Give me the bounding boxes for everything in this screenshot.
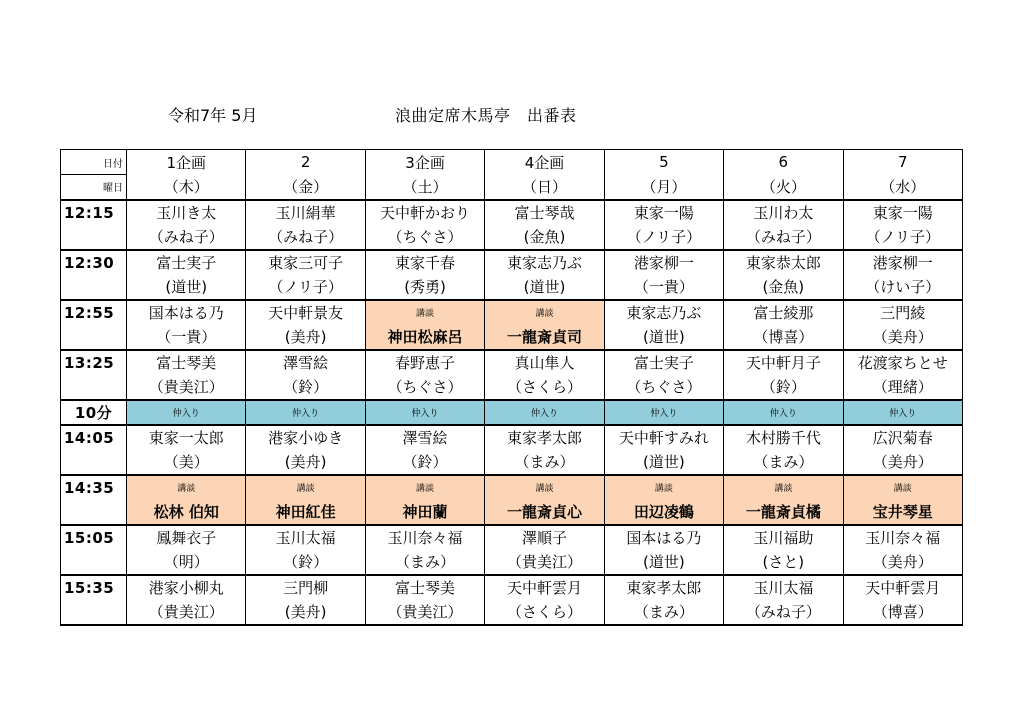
- intermission-label: 仲入り: [365, 400, 484, 425]
- slot-time-blank: [61, 375, 127, 400]
- day-weekday: （月）: [604, 175, 723, 200]
- performer-name: 東家志乃ぶ: [485, 250, 604, 275]
- slot-time-blank: [61, 325, 127, 350]
- performer-name: 富士琴美: [127, 350, 246, 375]
- shamisen-accompanist: （さくら）: [485, 375, 604, 400]
- intermission-label: 仲入り: [843, 400, 962, 425]
- performer-name: 東家一陽: [604, 200, 723, 225]
- shamisen-accompanist: (道世): [485, 275, 604, 300]
- performer-name: 玉川き太: [127, 200, 246, 225]
- performer-name: 富士実子: [127, 250, 246, 275]
- performer-name: 玉川奈々福: [365, 525, 484, 550]
- kodan-label: 講談: [365, 475, 484, 500]
- performer-name: 澤雪絵: [365, 425, 484, 450]
- slot-row-sub: [61, 450, 963, 475]
- performer-name: 港家柳一: [843, 250, 962, 275]
- slot-row-sub: [61, 375, 963, 400]
- kodan-label: 講談: [365, 300, 484, 325]
- shamisen-accompanist: （ちぐさ）: [365, 375, 484, 400]
- intermission-label: 仲入り: [127, 400, 246, 425]
- shamisen-accompanist: （貴美江）: [485, 550, 604, 575]
- shamisen-accompanist: （さくら）: [485, 600, 604, 625]
- shamisen-accompanist: （一貴）: [127, 325, 246, 350]
- day-date: 7: [843, 150, 962, 175]
- shamisen-accompanist: (道世): [604, 450, 723, 475]
- slot-row-sub: [61, 275, 963, 300]
- performer-name: 天中軒雲月: [843, 575, 962, 600]
- shamisen-accompanist: （みね子）: [724, 600, 843, 625]
- shamisen-accompanist: （貴美江）: [127, 600, 246, 625]
- shamisen-accompanist: （美舟）: [843, 325, 962, 350]
- performer-name: 真山隼人: [485, 350, 604, 375]
- shamisen-accompanist: （美舟）: [843, 550, 962, 575]
- slot-time-blank: [61, 600, 127, 625]
- intermission-label: 仲入り: [485, 400, 604, 425]
- performer-name: 神田紅佳: [246, 500, 365, 525]
- day-date: 4企画: [485, 150, 604, 175]
- shamisen-accompanist: （みね子）: [127, 225, 246, 250]
- performer-name: 東家一太郎: [127, 425, 246, 450]
- performer-name: 天中軒月子: [724, 350, 843, 375]
- slot-row: [61, 250, 963, 275]
- slot-row-sub: [61, 225, 963, 250]
- shamisen-accompanist: （美）: [127, 450, 246, 475]
- slot-time-blank: [61, 450, 127, 475]
- slot-time: 14:35: [61, 475, 127, 500]
- slot-time: 15:05: [61, 525, 127, 550]
- performer-name: 東家三可子: [246, 250, 365, 275]
- slot-time: 12:55: [61, 300, 127, 325]
- performer-name: 玉川わ太: [724, 200, 843, 225]
- performer-name: 一龍斎貞心: [485, 500, 604, 525]
- slot-row: [61, 575, 963, 600]
- shamisen-accompanist: (道世): [604, 550, 723, 575]
- slot-row: [61, 300, 963, 325]
- slot-time-blank: [61, 275, 127, 300]
- shamisen-accompanist: （ちぐさ）: [604, 375, 723, 400]
- intermission-row: [61, 400, 963, 425]
- shamisen-accompanist: （貴美江）: [365, 600, 484, 625]
- shamisen-accompanist: (美舟): [246, 450, 365, 475]
- slot-time-blank: [61, 500, 127, 525]
- performer-name: 天中軒景友: [246, 300, 365, 325]
- performer-name: 宝井琴星: [843, 500, 962, 525]
- performer-name: 国本はる乃: [604, 525, 723, 550]
- performer-name: 富士琴哉: [485, 200, 604, 225]
- kodan-label: 講談: [843, 475, 962, 500]
- shamisen-accompanist: （鈴）: [246, 550, 365, 575]
- intermission-label: 仲入り: [724, 400, 843, 425]
- performer-name: 玉川絹華: [246, 200, 365, 225]
- shamisen-accompanist: （けい子）: [843, 275, 962, 300]
- day-date: 5: [604, 150, 723, 175]
- performer-name: 天中軒かおり: [365, 200, 484, 225]
- performer-name: 一龍斎貞橘: [724, 500, 843, 525]
- performer-name: 三門柳: [246, 575, 365, 600]
- performer-name: 東家恭太郎: [724, 250, 843, 275]
- performer-name: 木村勝千代: [724, 425, 843, 450]
- day-date: 3企画: [365, 150, 484, 175]
- intermission-duration: 10分: [61, 400, 127, 425]
- performer-name: 国本はる乃: [127, 300, 246, 325]
- slot-time-blank: [61, 550, 127, 575]
- shamisen-accompanist: (金魚): [485, 225, 604, 250]
- shamisen-accompanist: (金魚): [724, 275, 843, 300]
- slot-time-blank: [61, 225, 127, 250]
- performer-name: 花渡家ちとせ: [843, 350, 962, 375]
- kodan-label: 講談: [246, 475, 365, 500]
- performer-name: 神田蘭: [365, 500, 484, 525]
- shamisen-accompanist: （まみ）: [365, 550, 484, 575]
- performer-name: 神田松麻呂: [365, 325, 484, 350]
- month-title: 令和7年 5月: [168, 106, 258, 125]
- shamisen-accompanist: （ノリ子）: [246, 275, 365, 300]
- shamisen-accompanist: （美舟）: [843, 450, 962, 475]
- slot-row: [61, 425, 963, 450]
- shamisen-accompanist: （みね子）: [724, 225, 843, 250]
- kodan-label: 講談: [485, 300, 604, 325]
- shamisen-accompanist: (道世): [127, 275, 246, 300]
- performer-name: 三門綾: [843, 300, 962, 325]
- shamisen-accompanist: （ノリ子）: [843, 225, 962, 250]
- shamisen-accompanist: (さと): [724, 550, 843, 575]
- shamisen-accompanist: （博喜）: [724, 325, 843, 350]
- performer-name: 富士綾那: [724, 300, 843, 325]
- shamisen-accompanist: （ノリ子）: [604, 225, 723, 250]
- shamisen-accompanist: (秀勇): [365, 275, 484, 300]
- performer-name: 富士琴美: [365, 575, 484, 600]
- shamisen-accompanist: （まみ）: [604, 600, 723, 625]
- slot-row-sub: [61, 600, 963, 625]
- performer-name: 東家孝太郎: [604, 575, 723, 600]
- performer-name: 港家柳一: [604, 250, 723, 275]
- shamisen-accompanist: （博喜）: [843, 600, 962, 625]
- day-weekday: （日）: [485, 175, 604, 200]
- slot-row: [61, 200, 963, 225]
- shamisen-accompanist: （一貴）: [604, 275, 723, 300]
- day-weekday: （火）: [724, 175, 843, 200]
- shamisen-accompanist: （理緒）: [843, 375, 962, 400]
- performer-name: 一龍斎貞司: [485, 325, 604, 350]
- shamisen-accompanist: (道世): [604, 325, 723, 350]
- performer-name: 澤順子: [485, 525, 604, 550]
- shamisen-accompanist: （鈴）: [365, 450, 484, 475]
- slot-row-sub: [61, 500, 963, 525]
- performer-name: 天中軒雲月: [485, 575, 604, 600]
- intermission-label: 仲入り: [246, 400, 365, 425]
- performer-name: 春野恵子: [365, 350, 484, 375]
- performer-name: 港家小柳丸: [127, 575, 246, 600]
- slot-time: 12:30: [61, 250, 127, 275]
- performer-name: 東家孝太郎: [485, 425, 604, 450]
- day-weekday: （土）: [365, 175, 484, 200]
- performer-name: 鳳舞衣子: [127, 525, 246, 550]
- day-date: 6: [724, 150, 843, 175]
- performer-name: 東家千春: [365, 250, 484, 275]
- slot-time: 12:15: [61, 200, 127, 225]
- day-date: 1企画: [127, 150, 246, 175]
- shamisen-accompanist: （鈴）: [724, 375, 843, 400]
- performer-name: 港家小ゆき: [246, 425, 365, 450]
- performer-name: 澤雪絵: [246, 350, 365, 375]
- day-weekday: （水）: [843, 175, 962, 200]
- performer-name: 玉川太福: [246, 525, 365, 550]
- shamisen-accompanist: （まみ）: [724, 450, 843, 475]
- performer-name: 広沢菊春: [843, 425, 962, 450]
- slot-time: 14:05: [61, 425, 127, 450]
- performer-name: 富士実子: [604, 350, 723, 375]
- performer-name: 松林 伯知: [127, 500, 246, 525]
- slot-row: [61, 350, 963, 375]
- performer-name: 天中軒すみれ: [604, 425, 723, 450]
- kodan-label: 講談: [127, 475, 246, 500]
- performer-name: 玉川奈々福: [843, 525, 962, 550]
- shamisen-accompanist: (美舟): [246, 600, 365, 625]
- shamisen-accompanist: （貴美江）: [127, 375, 246, 400]
- day-date: 2: [246, 150, 365, 175]
- kodan-label: 講談: [485, 475, 604, 500]
- slot-row-sub: [61, 325, 963, 350]
- slot-row-sub: [61, 550, 963, 575]
- shamisen-accompanist: (美舟): [246, 325, 365, 350]
- day-weekday: （木）: [127, 175, 246, 200]
- day-weekday: （金）: [246, 175, 365, 200]
- performer-name: 東家一陽: [843, 200, 962, 225]
- weekday-label: 曜日: [61, 175, 127, 200]
- performer-name: 玉川福助: [724, 525, 843, 550]
- performer-name: 玉川太福: [724, 575, 843, 600]
- shamisen-accompanist: （鈴）: [246, 375, 365, 400]
- slot-row: [61, 525, 963, 550]
- slot-row: [61, 475, 963, 500]
- shamisen-accompanist: （まみ）: [485, 450, 604, 475]
- date-label: 日付: [61, 150, 127, 175]
- performer-name: 東家志乃ぶ: [604, 300, 723, 325]
- kodan-label: 講談: [724, 475, 843, 500]
- shamisen-accompanist: （ちぐさ）: [365, 225, 484, 250]
- slot-time: 15:35: [61, 575, 127, 600]
- intermission-label: 仲入り: [604, 400, 723, 425]
- shamisen-accompanist: （明）: [127, 550, 246, 575]
- schedule-table: [60, 149, 963, 626]
- shamisen-accompanist: （みね子）: [246, 225, 365, 250]
- performer-name: 田辺凌鶴: [604, 500, 723, 525]
- slot-time: 13:25: [61, 350, 127, 375]
- kodan-label: 講談: [604, 475, 723, 500]
- schedule-title: 浪曲定席木馬亭 出番表: [395, 106, 577, 125]
